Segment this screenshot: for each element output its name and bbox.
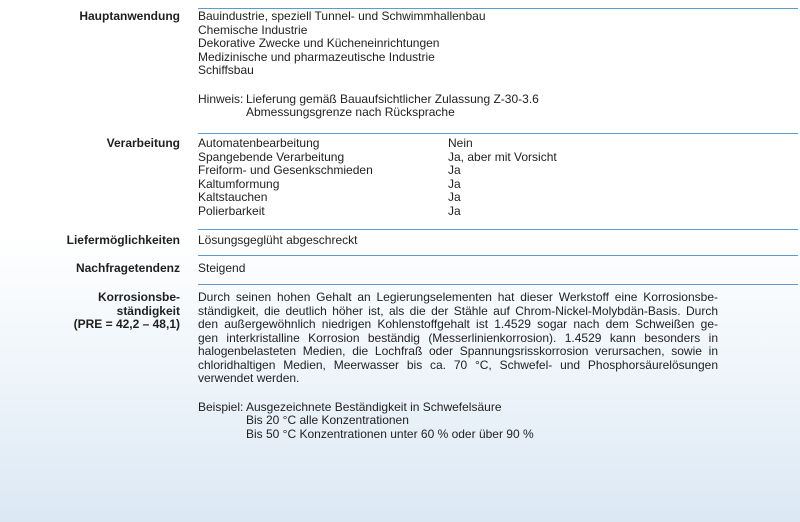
content-nachfragetendenz: Steigend <box>198 261 246 275</box>
content-liefermoeglichkeiten: Lösungsgeglüht abgeschreckt <box>198 233 358 247</box>
processing-value: Ja <box>448 203 461 218</box>
label-korrosion-line: ständigkeit <box>116 303 180 318</box>
processing-key: Polierbarkeit <box>198 203 265 218</box>
paragraph-line: gen interkristalline Korrosion beständig (Messerlinienkorrosion). 1.4529 kann besonders in <box>198 330 718 345</box>
paragraph-line: halogenbelasteten Medien, die Lochfraß oder Spannungsrisskorrosion verursachen, sowie in <box>198 344 718 358</box>
processing-key: Spangebende Verarbeitung <box>198 149 345 164</box>
paragraph-line: chloridhaltigen Medien, Meerwasser bis ca. 70 °C, Schwefel- und Phosphorsäurelösungen <box>198 357 718 372</box>
processing-key: Kaltstauchen <box>198 190 268 204</box>
example-line <box>198 401 798 415</box>
processing-row <box>198 164 798 178</box>
label-nachfragetendenz: Nachfragetendenz <box>75 261 180 275</box>
processing-row <box>198 178 798 192</box>
note-text: Lieferung gemäß Bauaufsichtlicher Zulassung Z-30-3.6 <box>246 91 539 106</box>
processing-key: Freiform- und Gesenkschmieden <box>198 163 373 177</box>
processing-row <box>198 151 798 165</box>
note-text: Abmessungsgrenze nach Rücksprache <box>246 105 455 119</box>
section-divider-verarbeitung <box>198 133 798 134</box>
paragraph-line: den außergewöhnlich niedrigen Kohlenstoffgehalt ist 1.4529 sogar nach dem Schweißen ge- <box>198 317 718 331</box>
section-divider-korrosion <box>198 284 798 285</box>
label-verarbeitung: Verarbeitung <box>106 136 180 150</box>
processing-row <box>198 205 798 219</box>
processing-row <box>198 137 798 151</box>
label-hauptanwendung: Hauptanwendung <box>79 9 180 23</box>
example-text: Bis 20 °C alle Konzentrationen <box>246 413 409 427</box>
processing-value: Nein <box>448 136 473 150</box>
label-korrosion-line: Korrosionsbe- <box>97 290 180 304</box>
section-divider-nachfragetendenz <box>198 255 798 256</box>
corrosion-paragraph <box>198 291 718 386</box>
application-item: Medizinische und pharmazeutische Industrie <box>198 49 435 64</box>
content-hauptanwendung <box>198 10 798 120</box>
processing-value: Ja, aber mit Vorsicht <box>448 149 557 164</box>
paragraph-line: verwendet werden. <box>198 371 300 385</box>
application-item: Bauindustrie, speziell Tunnel- und Schwimmhallenbau <box>198 9 486 23</box>
label-liefermoeglichkeiten: Liefermöglichkeiten <box>66 233 180 247</box>
processing-row <box>198 191 798 205</box>
example-text: Bis 50 °C Konzentrationen unter 60 % oder über 90 % <box>246 426 534 441</box>
content-korrosion <box>198 291 798 441</box>
paragraph-line: Durch seinen hohen Gehalt an Legierungselementen hat dieser Werkstoff eine Korrosionsbe- <box>198 290 718 304</box>
example-text: Ausgezeichnete Beständigkeit in Schwefelsäure <box>246 399 502 414</box>
label-korrosion-line: (PRE = 42,2 – 48,1) <box>73 317 180 331</box>
note-prefix: Hinweis: <box>198 91 244 106</box>
application-item: Dekorative Zwecke und Kücheneinrichtungen <box>198 36 440 50</box>
processing-key: Automatenbearbeitung <box>198 136 320 150</box>
application-item: Schiffsbau <box>198 63 254 77</box>
content-verarbeitung <box>198 137 798 218</box>
example-prefix: Beispiel: <box>198 399 244 414</box>
processing-value: Ja <box>448 163 461 177</box>
processing-value: Ja <box>448 176 461 191</box>
paragraph-line: ständigkeit, die deutlich höher ist, als die der Stähle auf Chrom-Nickel-Molybdän-Basis. Durch <box>198 303 718 318</box>
processing-value: Ja <box>448 190 461 204</box>
processing-key: Kaltumformung <box>198 176 280 191</box>
section-divider-liefermoeglichkeiten <box>198 229 798 230</box>
label-korrosion <box>0 291 180 332</box>
application-item: Chemische Industrie <box>198 22 308 37</box>
note-line <box>198 93 798 107</box>
